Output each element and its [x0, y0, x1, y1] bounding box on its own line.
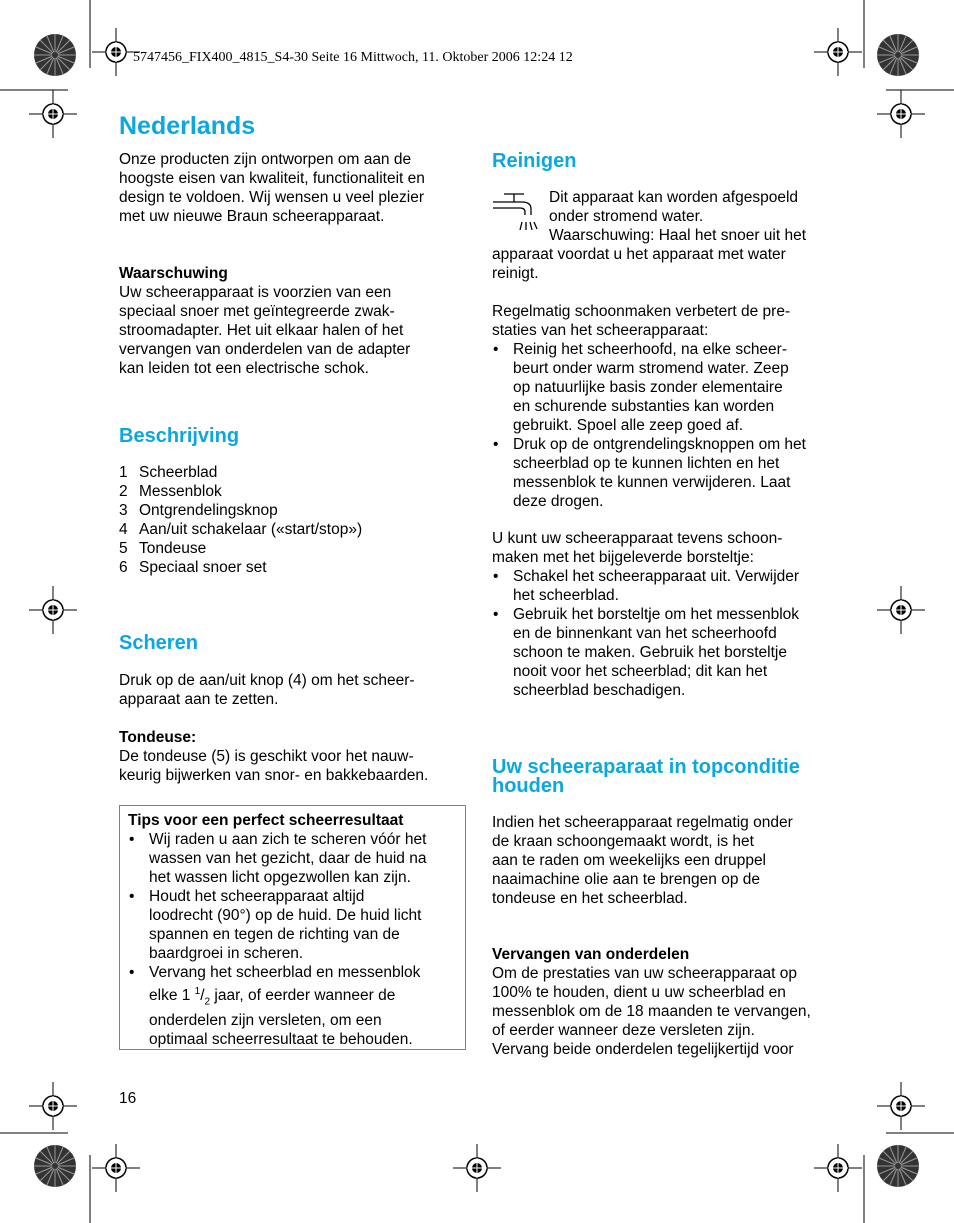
intro-text: Onze producten zijn ontworpen om aan de hoogste eisen van kwaliteit, functionaliteit en design te voldoen. Wij wensen u veel plezier met uw nieuwe Braun scheerapparaat.: [119, 151, 425, 225]
registration-mark-icon: [814, 28, 862, 76]
registration-mark-icon: [877, 90, 925, 138]
registration-mark-icon: [453, 1144, 501, 1192]
cleaning-brush-list: [492, 567, 837, 700]
color-target-icon: [34, 1145, 76, 1187]
topcondition-heading: Uw scheeraparaat in topconditie houden: [492, 756, 800, 797]
list-item: 2 Messenblok: [119, 483, 222, 500]
list-item: • Vervang het scheerblad en messenblok elke 1 $^1/_2$ jaar, of eerder wanneer de onderdelen zijn versleten, om een optimaal scheerresultaat te behouden.: [128, 963, 463, 1049]
registration-mark-icon: [877, 1082, 925, 1130]
list-item: 1 Scheerblad: [119, 464, 218, 481]
cleaning-regular-text: Regelmatig schoonmaken verbetert de pre- staties van het scheerapparaat:: [492, 303, 791, 339]
list-item: • Druk op de ontgrendelingsknoppen om het scheerblad op te kunnen lichten en het messenblok te kunnen verwijderen. Laat deze drogen.: [492, 435, 837, 511]
cleaning-warning-text: Waarschuwing: Haal het snoer uit het apparaat voordat u het apparaat met water reinigt.: [492, 227, 807, 282]
description-heading: Beschrijving: [119, 425, 240, 447]
parts-heading: Vervangen van onderdelen: [492, 946, 690, 963]
registration-mark-icon: [29, 90, 77, 138]
description-list: [119, 463, 362, 577]
list-item: 4 Aan/uit schakelaar («start/stop»): [119, 521, 363, 538]
tips-box: [119, 805, 466, 1050]
registration-mark-icon: [29, 586, 77, 634]
trimmer-text: De tondeuse (5) is geschikt voor het nauw- keurig bijwerken van snor- en bakkebaarden.: [119, 748, 429, 784]
list-item: • Reinig het scheerhoofd, na elke scheer- beurt onder warm stromend water. Zeep op natuurlijke basis zonder elementaire en schurende substanties kan worden gebruikt. Spoel alle zeep goed af.: [492, 340, 837, 435]
tips-list: [128, 830, 463, 1049]
registration-mark-icon: [877, 586, 925, 634]
color-target-icon: [34, 34, 76, 76]
list-item: 3 Ontgrendelingsknop: [119, 502, 278, 519]
parts-text: Om de prestaties van uw scheerapparaat op 100% te houden, dient u uw scheerblad en messenblok om de 18 maanden te vervangen, of eerder wanneer deze versleten zijn. Vervang beide onderdelen tegelijkertijd voor: [492, 965, 811, 1058]
shaving-heading: Scheren: [119, 632, 198, 654]
color-target-icon: [877, 34, 919, 76]
list-item: 5 Tondeuse: [119, 540, 207, 557]
list-item: • Schakel het scheerapparaat uit. Verwijder het scheerblad.: [492, 567, 837, 605]
list-item: • Gebruik het borsteltje om het messenblok en de binnenkant van het scheerhoofd schoon te maken. Gebruik het borsteltje nooit voor het scheerblad; dit kan het scheerblad beschadigen.: [492, 605, 837, 700]
topcondition-text: Indien het scheerapparaat regelmatig onder de kraan schoongemaakt wordt, is het aan te raden om weekelijks een druppel naaimachine olie aan te brengen op de tondeuse en het scheerblad.: [492, 814, 793, 907]
registration-mark-icon: [29, 1082, 77, 1130]
tips-heading: Tips voor een perfect scheerresultaat: [128, 812, 404, 829]
cleaning-brush-text: U kunt uw scheerapparaat tevens schoon- maken met het bijgeleverde borsteltje:: [492, 530, 783, 566]
registration-mark-icon: [92, 1144, 140, 1192]
trimmer-heading: Tondeuse:: [119, 729, 197, 746]
page-title: Nederlands: [119, 112, 256, 140]
cleaning-icon-text: Dit apparaat kan worden afgespoeld onder stromend water.: [549, 189, 799, 225]
page-number: 16: [119, 1090, 137, 1107]
list-item: • Houdt het scheerapparaat altijd loodrecht (90°) op de huid. De huid licht spannen en tegen de richting van de baardgroei in scheren.: [128, 887, 463, 963]
warning-heading: Waarschuwing: [119, 265, 228, 282]
list-item: 6 Speciaal snoer set: [119, 559, 267, 576]
warning-text: Uw scheerapparaat is voorzien van een speciaal snoer met geïntegreerde zwak- stroomadapter. Het uit elkaar halen of het vervangen van onderdelen van de adapter kan leiden tot een electrische schok.: [119, 284, 411, 377]
cleaning-heading: Reinigen: [492, 150, 577, 172]
registration-mark-icon: [814, 1144, 862, 1192]
color-target-icon: [877, 1145, 919, 1187]
cleaning-regular-list: [492, 340, 837, 511]
list-item: • Wij raden u aan zich te scheren vóór het wassen van het gezicht, daar de huid na het wassen licht opgezwollen kan zijn.: [128, 830, 463, 887]
print-slug: 5747456_FIX400_4815_S4-30 Seite 16 Mittwoch, 11. Oktober 2006 12:24 12: [133, 50, 573, 65]
shaving-text: Druk op de aan/uit knop (4) om het scheer- apparaat aan te zetten.: [119, 672, 415, 708]
